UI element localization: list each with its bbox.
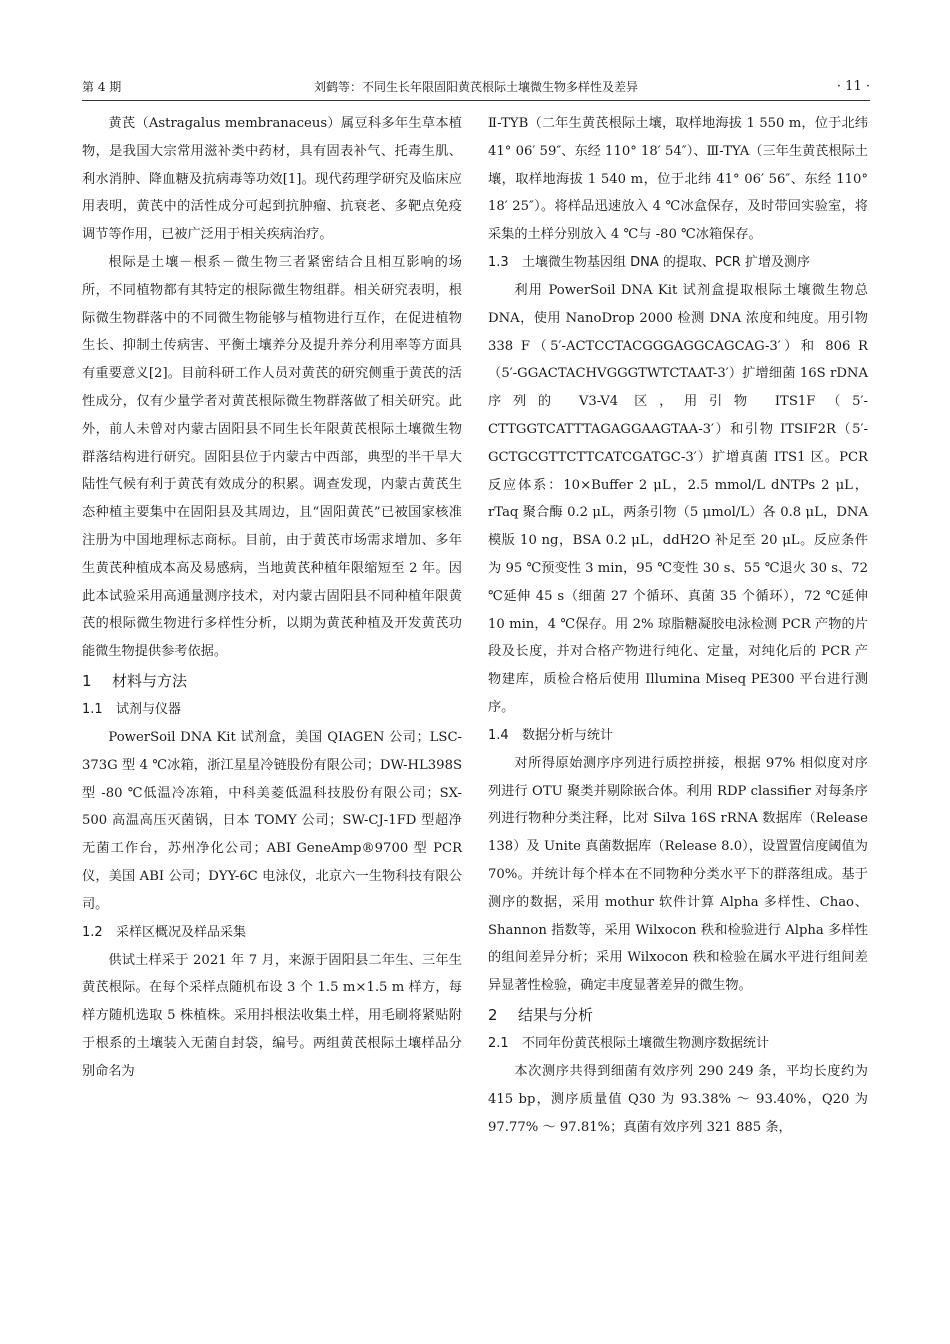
running-title: 刘鹤等：不同生长年限固阳黄芪根际土壤微生物多样性及差异 <box>313 80 638 94</box>
results-paragraph: 本次测序共得到细菌有效序列 290 249 条，平均长度约为 415 bp，测序质量值 Q30 为 93.38% ～ 93.40%，Q20 为 97.77% ～ 97.81%；真菌有效序列 321 885 条， <box>488 1063 868 1135</box>
subsection-heading-1-3 <box>488 249 868 277</box>
section-number: 2 <box>488 1005 498 1024</box>
reagents-paragraph: PowerSoil DNA Kit 试剂盒，美国 QIAGEN 公司；LSC-373G 型 4 ℃冰箱，浙江星星冷链股份有限公司；DW-HL398S 型 -80 ℃低温冷冻箱，中科美菱低温科技股份有限公司；SX-500 高温高压灭菌锅，日本 TOMY 公司；SW-CJ-1FD 型超净无菌工作台，苏州净化公司；ABI GeneAmp®9700 型 PCR 仪，美国 ABI 公司；DYY-6C 电泳仪，北京六一生物科技有限公司。 <box>82 729 462 912</box>
data-analysis-paragraph: 对所得原始测序序列进行质控拼接，根据 97% 相似度对序列进行 OTU 聚类并剔除嵌合体。利用 RDP classifier 对每条序列进行物种分类注释，比对 Silva 16S rRNA 数据库（Release 138）及 Unite 真菌数据库（Release 8.0），设置置信度阈值为 70%。并统计每个样本在不同物种分类水平下的群落组成。基于测序的数据，采用 mothur 软件计算 Alpha 多样性、Chao、Shannon 指数等，采用 Wilxocon 秩和检验进行 Alpha 多样性的组间差异分析；采用 Wilxocon 秩和检验在属水平进行组间差异显著性检验，确定丰度显著差异的微生物。 <box>488 755 868 994</box>
subsection-number: 1.3 <box>488 254 509 270</box>
page-number: · 11 · <box>836 79 870 94</box>
page-header <box>82 78 870 96</box>
section-number: 1 <box>82 671 92 690</box>
subsection-title: 不同年份黄芪根际土壤微生物测序数据统计 <box>522 1035 770 1051</box>
subsection-title: 试剂与仪器 <box>116 701 182 717</box>
subsection-number: 2.1 <box>488 1035 509 1051</box>
intro-paragraph-2: 根际是土壤－根系－微生物三者紧密结合且相互影响的场所，不同植物都有其特定的根际微生物组群。相关研究表明，根际微生物群落中的不同微生物能够与植物进行互作，在促进植物生长、抑制土传病害、平衡土壤养分及提升养分利用率等方面具有重要意义[2]。目前科研工作人员对黄芪的研究侧重于黄芪的活性成分，仅有少量学者对黄芪根际微生物群落做了相关研究。此外，前人未曾对内蒙古固阳县不同生长年限黄芪根际土壤微生物群落结构进行研究。固阳县位于内蒙古中西部，典型的半干旱大陆性气候有利于黄芪有效成分的积累。调查发现，内蒙古黄芪生态种植主要集中在固阳县及其周边，且“固阳黄芪”已被国家核准注册为中国地理标志商标。目前，由于黄芪市场需求增加、多年生黄芪种植成本高及易感病，当地黄芪种植年限缩短至 2 年。因此本试验采用高通量测序技术，对内蒙古固阳县不同种植年限黄芪的根际微生物进行多样性分析，以期为黄芪种植及开发黄芪功能微生物提供参考依据。 <box>82 254 462 660</box>
right-column <box>488 110 868 1141</box>
subsection-heading-1-4 <box>488 722 868 750</box>
left-column <box>82 110 462 1086</box>
subsection-title: 采样区概况及样品采集 <box>116 924 247 940</box>
subsection-number: 1.1 <box>82 701 103 717</box>
subsection-title: 数据分析与统计 <box>522 727 614 743</box>
section-heading-2 <box>488 1000 868 1030</box>
sampling-paragraph-continued: Ⅱ-TYB（二年生黄芪根际土壤，取样地海拔 1 550 m，位于北纬 41° 06′ 59″、东经 110° 18′ 54″）、Ⅲ-TYA（三年生黄芪根际土壤，取样地海拔 1 540 m，位于北纬 41° 06′ 56″、东经 110° 18′ 25″）。将样品迅速放入 4 ℃冰盒保存，及时带回实验室，将采集的土样分别放入 4 ℃与 -80 ℃冰箱保存。 <box>488 116 868 243</box>
header-rule <box>82 100 870 101</box>
intro-paragraph-1: 黄芪（Astragalus membranaceus）属豆科多年生草本植物，是我国大宗常用滋补类中药材，具有固表补气、托毒生肌、利水消肿、降血糖及抗病毒等功效[1]。现代药理学研究及临床应用表明，黄芪中的活性成分可起到抗肿瘤、抗衰老、多靶点免疫调节等作用，已被广泛用于相关疾病治疗。 <box>82 116 462 243</box>
subsection-heading-1-1 <box>82 696 462 724</box>
subsection-heading-1-2 <box>82 919 462 947</box>
subsection-number: 1.4 <box>488 727 509 743</box>
subsection-heading-2-1 <box>488 1030 868 1058</box>
subsection-number: 1.2 <box>82 924 103 940</box>
sampling-paragraph: 供试土样采于 2021 年 7 月，来源于固阳县二年生、三年生黄芪根际。在每个采样点随机布设 3 个 1.5 m×1.5 m 样方，每样方随机选取 5 株植株。采用抖根法收集土样，用毛刷将紧贴附于根系的土壤装入无菌自封袋，编号。两组黄芪根际土壤样品分别命名为 <box>82 952 462 1079</box>
section-title: 材料与方法 <box>112 671 188 690</box>
issue-label: 第 4 期 <box>82 80 122 94</box>
dna-extraction-paragraph: 利用 PowerSoil DNA Kit 试剂盒提取根际土壤微生物总 DNA，使用 NanoDrop 2000 检测 DNA 浓度和纯度。用引物 338 F（5′-ACTCCTACGGGAGGCAGCAG-3′）和 806 R（5′-GGACTACHVGGGTWTCTAAT-3′）扩增细菌 16S rDNA 序列的 V3-V4 区，用引物 ITS1F（5′-CTTGGTCATTTAGAGGAAGTAA-3′）和引物 ITSIF2R（5′-GCTGCGTTCTTCATCGATGC-3′）扩增真菌 ITS1 区。PCR 反应体系：10×Buffer 2 μL，2.5 mmol/L dNTPs 2 μL，rTaq 聚合酶 0.2 μL，两条引物（5 μmol/L）各 0.8 μL，DNA 模版 10 ng，BSA 0.2 μL，ddH2O 补足至 20 μL。反应条件为 95 ℃预变性 3 min，95 ℃变性 30 s、55 ℃退火 30 s、72 ℃延伸 45 s（细菌 27 个循环、真菌 35 个循环），72 ℃延伸 10 min，4 ℃保存。用 2% 琼脂糖凝胶电泳检测 PCR 产物的片段及长度，并对合格产物进行纯化、定量，对纯化后的 PCR 产物建库，质检合格后使用 Illumina Miseq PE300 平台进行测序。 <box>488 282 868 715</box>
section-title: 结果与分析 <box>518 1005 594 1024</box>
subsection-title: 土壤微生物基因组 DNA 的提取、PCR 扩增及测序 <box>522 254 810 270</box>
section-heading-1 <box>82 666 462 696</box>
